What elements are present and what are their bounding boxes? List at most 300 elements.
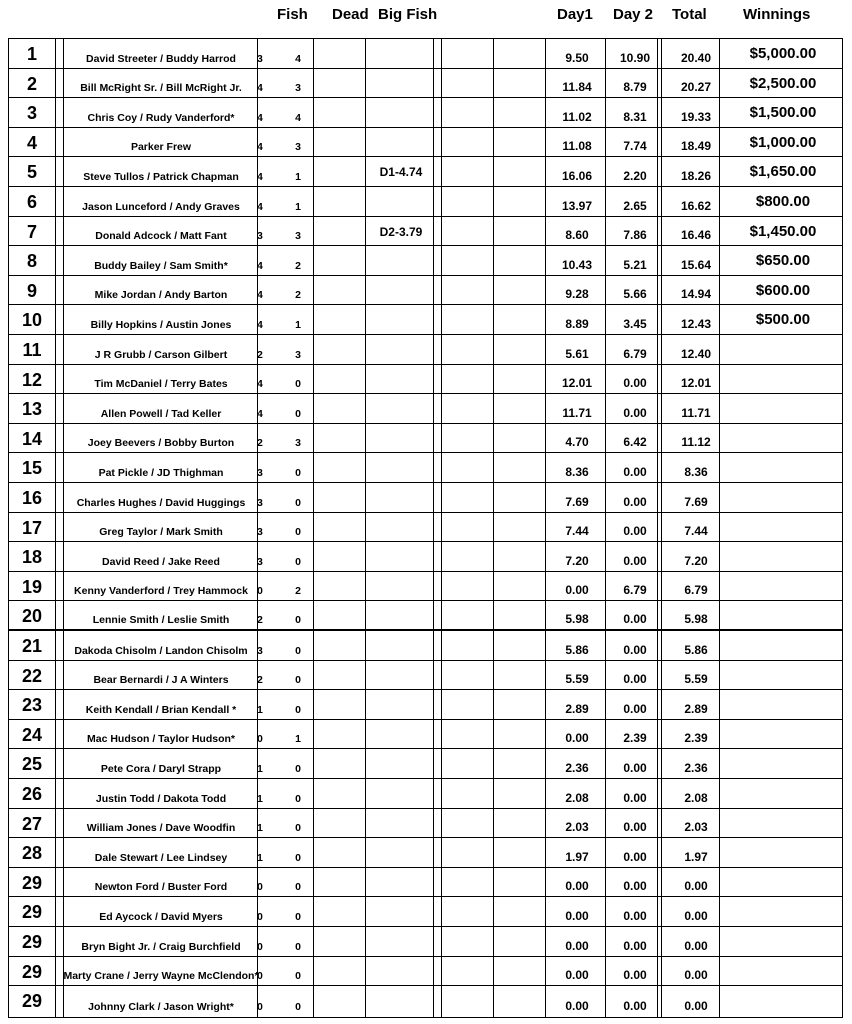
place-cell: 11 <box>22 340 42 360</box>
fish-day2-cell: 0 <box>295 555 301 568</box>
table-row <box>9 720 842 750</box>
winnings-cell: $800.00 <box>755 193 811 210</box>
fish-day1-cell: 4 <box>257 111 263 124</box>
fish-day2-cell: 2 <box>295 585 301 598</box>
day2-weight-cell: 0.00 <box>623 376 647 391</box>
big-fish-cell <box>365 513 437 542</box>
table-row <box>9 69 842 99</box>
total-weight-cell: 0.00 <box>684 908 708 923</box>
winnings-cell <box>727 365 839 394</box>
total-weight-cell: 0.00 <box>684 968 708 983</box>
winnings-cell <box>727 749 839 778</box>
place-cell: 13 <box>21 399 43 420</box>
fish-day2-cell: 0 <box>295 881 301 894</box>
header-winnings: Winnings <box>743 6 811 23</box>
day1-weight-cell: 12.01 <box>561 376 593 391</box>
fish-day1-cell: 2 <box>257 674 263 687</box>
fish-day1-cell: 0 <box>257 940 263 953</box>
place-cell: 17 <box>21 517 43 538</box>
fish-day2-cell: 0 <box>295 940 301 953</box>
day2-weight-cell: 0.00 <box>623 820 647 835</box>
table-row <box>9 572 842 602</box>
day2-weight-cell: 2.20 <box>623 168 647 183</box>
big-fish-cell <box>365 572 437 601</box>
place-cell: 28 <box>21 843 43 864</box>
total-weight-cell: 18.26 <box>680 168 712 183</box>
big-fish-cell <box>365 957 437 986</box>
fish-day2-cell: 0 <box>295 674 301 687</box>
total-weight-cell: 6.79 <box>684 583 708 598</box>
place-cell: 2 <box>26 73 37 94</box>
big-fish-cell <box>365 542 437 571</box>
header-fish: Fish <box>277 6 308 23</box>
team-cell: Pete Cora / Daryl Strapp <box>100 762 222 775</box>
place-cell: 29 <box>21 961 43 982</box>
winnings-cell: $650.00 <box>755 252 811 270</box>
day2-weight-cell: 6.42 <box>623 435 647 450</box>
total-weight-cell: 1.97 <box>684 849 708 864</box>
place-cell: 29 <box>21 872 43 893</box>
fish-day2-cell: 2 <box>295 259 301 272</box>
day2-weight-cell: 0.00 <box>623 553 647 568</box>
big-fish-cell <box>365 276 437 305</box>
day1-weight-cell: 5.98 <box>565 611 589 626</box>
fish-day2-cell: 1 <box>295 318 301 331</box>
day1-weight-cell: 2.08 <box>565 790 589 805</box>
team-cell: Jason Lunceford / Andy Graves <box>82 200 240 213</box>
team-cell: Lennie Smith / Leslie Smith <box>92 613 230 626</box>
fish-day2-cell: 0 <box>295 851 301 864</box>
winnings-cell <box>727 897 839 926</box>
table-row <box>9 749 842 779</box>
day2-weight-cell: 0.00 <box>623 998 647 1013</box>
day2-weight-cell: 0.00 <box>623 464 647 479</box>
table-row <box>9 838 842 868</box>
team-cell: Charles Hughes / David Huggings <box>76 496 246 509</box>
table-row <box>9 276 842 306</box>
total-weight-cell: 0.00 <box>684 938 708 953</box>
fish-day1-cell: 4 <box>257 82 263 95</box>
table-row <box>9 542 842 572</box>
day2-weight-cell: 0.00 <box>623 494 647 509</box>
big-fish-cell <box>365 39 437 68</box>
team-cell: Allen Powell / Tad Keller <box>100 407 222 420</box>
day1-weight-cell: 4.70 <box>565 435 589 450</box>
place-cell: 7 <box>26 221 37 242</box>
fish-day1-cell: 4 <box>257 141 263 154</box>
total-weight-cell: 12.43 <box>680 316 712 331</box>
team-cell: Tim McDaniel / Terry Bates <box>94 378 228 391</box>
fish-day2-cell: 0 <box>295 970 301 983</box>
winnings-cell <box>727 868 839 897</box>
winnings-cell <box>727 483 839 512</box>
big-fish-cell <box>365 69 437 98</box>
day2-weight-cell: 0.00 <box>623 790 647 805</box>
fish-day2-cell: 0 <box>295 1000 301 1013</box>
big-fish-cell <box>365 838 437 867</box>
fish-day2-cell: 0 <box>295 496 301 509</box>
table-row <box>9 601 842 631</box>
total-weight-cell: 20.40 <box>680 50 712 65</box>
fish-day2-cell: 4 <box>295 52 301 65</box>
fish-day1-cell: 0 <box>257 1000 263 1013</box>
total-weight-cell: 2.89 <box>684 701 708 716</box>
place-cell: 24 <box>21 724 43 745</box>
day1-weight-cell: 7.69 <box>565 494 589 509</box>
team-cell: Steve Tullos / Patrick Chapman <box>83 170 239 183</box>
day1-weight-cell: 0.00 <box>565 879 589 894</box>
team-cell: Justin Todd / Dakota Todd <box>95 792 227 805</box>
fish-day2-cell: 0 <box>295 703 301 716</box>
place-cell: 21 <box>21 636 43 656</box>
header-day1: Day1 <box>557 6 593 23</box>
table-row <box>9 661 842 691</box>
team-cell: Marty Crane / Jerry Wayne McClendon* <box>63 970 259 983</box>
place-cell: 26 <box>21 784 43 804</box>
table-row <box>9 335 842 365</box>
winnings-cell <box>727 572 839 601</box>
team-cell: Greg Taylor / Mark Smith <box>99 526 223 539</box>
total-weight-cell: 12.01 <box>680 376 712 391</box>
total-weight-cell: 5.59 <box>684 672 708 687</box>
team-cell: Kenny Vanderford / Trey Hammock <box>74 585 248 598</box>
table-row <box>9 217 842 247</box>
fish-day2-cell: 0 <box>295 526 301 539</box>
fish-day2-cell: 4 <box>295 111 301 124</box>
total-weight-cell: 7.20 <box>684 553 708 568</box>
winnings-cell <box>727 542 839 571</box>
team-cell: Keith Kendall / Brian Kendall * <box>85 703 237 716</box>
total-weight-cell: 5.98 <box>684 611 708 626</box>
day1-weight-cell: 13.97 <box>561 198 593 213</box>
winnings-cell <box>727 779 839 808</box>
day2-weight-cell: 0.00 <box>623 849 647 864</box>
day2-weight-cell: 0.00 <box>623 968 647 983</box>
fish-day1-cell: 2 <box>257 613 263 626</box>
place-cell: 23 <box>21 695 43 716</box>
place-cell: 29 <box>21 932 43 952</box>
day1-weight-cell: 0.00 <box>565 908 589 923</box>
big-fish-cell <box>365 365 437 394</box>
winnings-cell: $1,500.00 <box>749 104 817 122</box>
place-cell: 15 <box>21 458 43 479</box>
day2-weight-cell: 6.79 <box>623 583 647 598</box>
fish-day2-cell: 2 <box>295 289 301 302</box>
table-row <box>9 897 842 927</box>
total-weight-cell: 7.69 <box>684 494 708 509</box>
fish-day1-cell: 2 <box>257 437 263 450</box>
big-fish-cell <box>365 927 437 956</box>
day1-weight-cell: 2.89 <box>565 701 589 716</box>
total-weight-cell: 18.49 <box>680 139 712 154</box>
big-fish-cell <box>365 601 437 629</box>
winnings-cell <box>727 513 839 542</box>
team-cell: Dale Stewart / Lee Lindsey <box>94 851 228 864</box>
header-big-fish: Big Fish <box>378 6 438 23</box>
winnings-cell <box>727 838 839 867</box>
big-fish-cell <box>365 897 437 926</box>
fish-day1-cell: 4 <box>257 318 263 331</box>
winnings-cell: $600.00 <box>755 281 811 299</box>
place-cell: 29 <box>21 902 43 923</box>
day2-weight-cell: 6.79 <box>623 346 647 361</box>
place-cell: 10 <box>21 310 43 331</box>
place-cell: 1 <box>26 44 37 64</box>
fish-day2-cell: 0 <box>295 378 301 391</box>
team-cell: David Streeter / Buddy Harrod <box>86 52 236 65</box>
place-cell: 29 <box>21 991 43 1012</box>
team-cell: Chris Coy / Rudy Vanderford* <box>87 111 235 124</box>
day2-weight-cell: 0.00 <box>623 642 647 657</box>
table-row <box>9 187 842 217</box>
day2-weight-cell: 10.90 <box>619 50 651 65</box>
day2-weight-cell: 0.00 <box>623 611 647 626</box>
day2-weight-cell: 0.00 <box>623 701 647 716</box>
fish-day1-cell: 4 <box>257 259 263 272</box>
big-fish-cell <box>365 246 437 275</box>
fish-day1-cell: 2 <box>257 348 263 361</box>
place-cell: 8 <box>26 251 37 272</box>
results-table <box>8 38 843 1018</box>
fish-day1-cell: 0 <box>257 970 263 983</box>
winnings-cell <box>727 957 839 986</box>
header-dead: Dead <box>332 6 369 23</box>
day2-weight-cell: 0.00 <box>623 908 647 923</box>
total-weight-cell: 20.27 <box>680 80 712 95</box>
day1-weight-cell: 10.43 <box>561 257 593 272</box>
winnings-cell <box>727 927 839 956</box>
big-fish-cell <box>365 661 437 690</box>
day1-weight-cell: 5.59 <box>565 672 589 687</box>
total-weight-cell: 16.62 <box>680 198 712 213</box>
day1-weight-cell: 8.36 <box>565 464 589 479</box>
winnings-cell: $500.00 <box>755 311 811 329</box>
fish-day1-cell: 4 <box>257 170 263 183</box>
fish-day1-cell: 1 <box>257 851 263 864</box>
winnings-cell: $5,000.00 <box>749 45 817 62</box>
day1-weight-cell: 5.61 <box>565 346 589 361</box>
winnings-cell <box>727 453 839 482</box>
total-weight-cell: 2.03 <box>684 820 708 835</box>
big-fish-cell <box>365 779 437 808</box>
team-cell: Newton Ford / Buster Ford <box>94 881 228 894</box>
day1-weight-cell: 0.00 <box>565 968 589 983</box>
table-row <box>9 365 842 395</box>
fish-day1-cell: 3 <box>257 496 263 509</box>
team-cell: Billy Hopkins / Austin Jones <box>90 318 232 331</box>
fish-day2-cell: 0 <box>295 466 301 479</box>
place-cell: 5 <box>26 162 37 183</box>
day2-weight-cell: 5.66 <box>623 287 647 302</box>
fish-day1-cell: 0 <box>257 585 263 598</box>
big-fish-cell <box>365 187 437 216</box>
big-fish-cell: D2-3.79 <box>379 224 423 239</box>
table-row <box>9 394 842 424</box>
big-fish-cell <box>365 631 437 660</box>
fish-day2-cell: 0 <box>295 910 301 923</box>
team-cell: Johnny Clark / Jason Wright* <box>88 1000 234 1013</box>
big-fish-cell <box>365 809 437 838</box>
fish-day2-cell: 3 <box>295 230 301 243</box>
place-cell: 16 <box>21 488 43 508</box>
winnings-cell <box>727 986 839 1016</box>
fish-day1-cell: 3 <box>257 644 263 657</box>
total-weight-cell: 7.44 <box>684 524 708 539</box>
day1-weight-cell: 11.02 <box>562 109 592 124</box>
table-row <box>9 779 842 809</box>
big-fish-cell <box>365 483 437 512</box>
team-cell: J R Grubb / Carson Gilbert <box>94 348 228 361</box>
fish-day1-cell: 1 <box>257 792 263 805</box>
day1-weight-cell: 11.71 <box>562 405 592 420</box>
table-row <box>9 690 842 720</box>
fish-day2-cell: 0 <box>295 613 301 626</box>
table-row <box>9 39 842 69</box>
fish-day2-cell: 3 <box>295 348 301 361</box>
fish-day2-cell: 3 <box>295 141 301 154</box>
winnings-cell <box>727 809 839 838</box>
team-cell: Bryn Bight Jr. / Craig Burchfield <box>81 940 241 953</box>
fish-day1-cell: 1 <box>257 762 263 775</box>
fish-day1-cell: 3 <box>257 52 263 65</box>
table-row <box>9 246 842 276</box>
table-row <box>9 631 842 661</box>
table-row <box>9 957 842 987</box>
winnings-cell <box>727 661 839 690</box>
day1-weight-cell: 9.28 <box>565 287 589 302</box>
table-row <box>9 927 842 957</box>
day2-weight-cell: 0.00 <box>623 879 647 894</box>
big-fish-cell <box>365 335 437 364</box>
table-row <box>9 483 842 513</box>
fish-day1-cell: 4 <box>257 407 263 420</box>
table-row <box>9 98 842 128</box>
total-weight-cell: 14.94 <box>680 287 712 302</box>
total-weight-cell: 0.00 <box>684 998 708 1013</box>
fish-day1-cell: 4 <box>257 378 263 391</box>
day1-weight-cell: 11.84 <box>562 80 592 95</box>
team-cell: Bill McRight Sr. / Bill McRight Jr. <box>80 82 242 95</box>
team-cell: Dakoda Chisolm / Landon Chisolm <box>74 644 248 657</box>
day2-weight-cell: 3.45 <box>623 316 647 331</box>
day1-weight-cell: 9.50 <box>565 50 589 65</box>
winnings-cell <box>727 335 839 364</box>
day1-weight-cell: 0.00 <box>565 731 589 746</box>
fish-day2-cell: 1 <box>295 733 301 746</box>
winnings-cell <box>727 631 839 660</box>
fish-day1-cell: 4 <box>257 289 263 302</box>
day2-weight-cell: 0.00 <box>623 672 647 687</box>
day2-weight-cell: 2.39 <box>623 731 647 746</box>
fish-day1-cell: 0 <box>257 881 263 894</box>
winnings-cell: $2,500.00 <box>749 74 817 92</box>
winnings-cell <box>727 394 839 423</box>
team-cell: David Reed / Jake Reed <box>102 555 220 568</box>
fish-day1-cell: 1 <box>257 703 263 716</box>
total-weight-cell: 5.86 <box>684 642 708 657</box>
team-cell: Ed Aycock / David Myers <box>99 910 223 923</box>
grid-line <box>842 39 843 1017</box>
day2-weight-cell: 7.74 <box>623 139 647 154</box>
day1-weight-cell: 16.06 <box>561 168 593 183</box>
team-cell: Buddy Bailey / Sam Smith* <box>94 259 228 272</box>
fish-day2-cell: 0 <box>295 822 301 835</box>
fish-day2-cell: 0 <box>295 762 301 775</box>
team-cell: Joey Beevers / Bobby Burton <box>87 437 235 450</box>
fish-day1-cell: 3 <box>257 466 263 479</box>
team-cell: Parker Frew <box>130 141 192 154</box>
total-weight-cell: 12.40 <box>680 346 712 361</box>
fish-day1-cell: 0 <box>257 733 263 746</box>
total-weight-cell: 8.36 <box>684 464 708 479</box>
team-cell: Donald Adcock / Matt Fant <box>95 230 227 243</box>
winnings-cell <box>727 601 839 629</box>
day2-weight-cell: 0.00 <box>623 524 647 539</box>
total-weight-cell: 11.12 <box>681 435 711 450</box>
fish-day2-cell: 1 <box>295 200 301 213</box>
day1-weight-cell: 1.97 <box>565 849 589 864</box>
fish-day1-cell: 0 <box>257 910 263 923</box>
big-fish-cell <box>365 749 437 778</box>
team-cell: William Jones / Dave Woodfin <box>86 822 236 835</box>
day1-weight-cell: 0.00 <box>565 998 589 1013</box>
fish-day1-cell: 3 <box>257 526 263 539</box>
big-fish-cell <box>365 394 437 423</box>
total-weight-cell: 2.39 <box>684 731 708 746</box>
table-row <box>9 453 842 483</box>
total-weight-cell: 2.08 <box>684 790 708 805</box>
place-cell: 19 <box>21 576 43 597</box>
day2-weight-cell: 8.31 <box>623 109 647 124</box>
place-cell: 27 <box>21 813 43 834</box>
day1-weight-cell: 7.20 <box>565 553 589 568</box>
day1-weight-cell: 5.86 <box>565 642 589 657</box>
winnings-cell: $1,650.00 <box>749 163 817 181</box>
big-fish-cell <box>365 720 437 749</box>
place-cell: 25 <box>21 754 43 775</box>
big-fish-cell <box>365 868 437 897</box>
place-cell: 14 <box>21 428 43 449</box>
fish-day1-cell: 3 <box>257 555 263 568</box>
day1-weight-cell: 2.36 <box>565 760 589 775</box>
big-fish-cell <box>365 424 437 453</box>
table-row <box>9 986 842 1016</box>
big-fish-cell <box>365 98 437 127</box>
big-fish-cell <box>365 128 437 157</box>
table-row <box>9 513 842 543</box>
team-cell: Mac Hudson / Taylor Hudson* <box>87 733 235 746</box>
team-cell: Pat Pickle / JD Thighman <box>98 466 224 479</box>
day2-weight-cell: 2.65 <box>623 198 647 213</box>
header-total: Total <box>672 6 707 23</box>
place-cell: 12 <box>21 369 43 390</box>
fish-day1-cell: 3 <box>257 230 263 243</box>
day1-weight-cell: 8.60 <box>565 228 589 243</box>
big-fish-cell <box>365 690 437 719</box>
team-cell: Bear Bernardi / J A Winters <box>93 674 229 687</box>
total-weight-cell: 0.00 <box>684 879 708 894</box>
big-fish-cell <box>365 305 437 334</box>
fish-day1-cell: 1 <box>257 822 263 835</box>
team-cell: Mike Jordan / Andy Barton <box>94 289 228 302</box>
fish-day2-cell: 0 <box>295 792 301 805</box>
table-row <box>9 868 842 898</box>
header-day2: Day 2 <box>613 6 654 23</box>
place-cell: 20 <box>21 606 43 627</box>
place-cell: 22 <box>21 665 43 686</box>
day2-weight-cell: 5.21 <box>623 257 647 272</box>
day2-weight-cell: 0.00 <box>623 760 647 775</box>
